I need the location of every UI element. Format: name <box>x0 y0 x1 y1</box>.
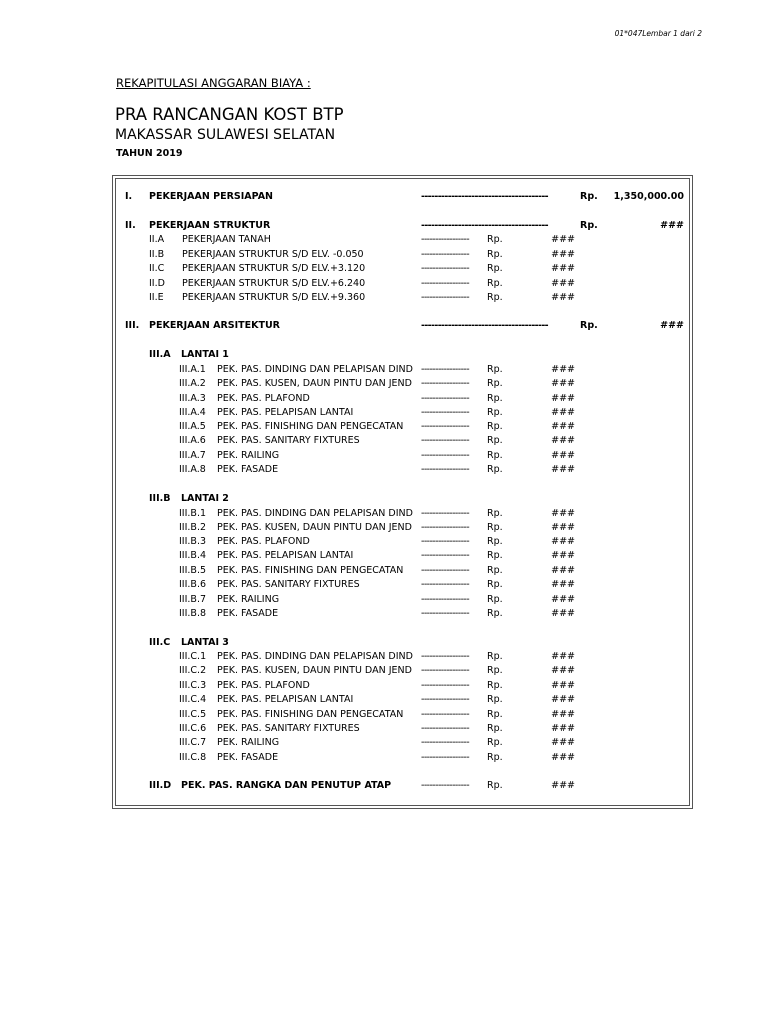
item-row <box>113 449 692 463</box>
item-row <box>113 549 692 563</box>
item-value: ### <box>551 407 575 418</box>
currency-label: Rp. <box>487 708 503 720</box>
item-row <box>113 392 692 406</box>
item-name: PEK. PAS. DINDING DAN PELAPISAN DIND <box>217 507 413 519</box>
item-row <box>113 535 692 549</box>
item-code: III.A.1 <box>179 363 206 375</box>
currency-label: Rp. <box>487 263 503 274</box>
subsection-code: III.C <box>149 636 171 648</box>
item-value: ### <box>551 464 575 475</box>
summary-frame <box>112 175 693 809</box>
dash-leader: ----------------- <box>421 363 470 375</box>
item-name: PEK. PAS. SANITARY FIXTURES <box>217 435 360 446</box>
item-value: ### <box>551 536 575 547</box>
item-value: ### <box>551 277 575 289</box>
currency-label: Rp. <box>487 522 503 533</box>
item-name: PEK. PAS. FINISHING DAN PENGECATAN <box>217 421 404 432</box>
dash-leader: ----------------- <box>421 536 470 547</box>
item-value: ### <box>551 593 575 605</box>
item-name: PEK. PAS. PLAFOND <box>217 536 310 547</box>
dash-leader: ----------------- <box>421 564 470 576</box>
dash-leader: ----------------- <box>421 679 470 691</box>
dash-leader: ----------------- <box>421 665 470 676</box>
dash-leader: ----------------- <box>421 507 470 519</box>
item-name: PEK. PAS. PELAPISAN LANTAI <box>217 407 354 418</box>
item-row <box>113 406 692 420</box>
item-name: PEKERJAAN STRUKTUR S/D ELV. -0.050 <box>182 248 364 260</box>
section-number: III. <box>125 320 140 331</box>
item-value: ### <box>551 522 575 533</box>
currency-label: Rp. <box>487 550 503 561</box>
item-value: ### <box>551 435 575 446</box>
project-title: PRA RANCANGAN KOST BTP <box>115 105 344 124</box>
item-name: PEK. PAS. FINISHING DAN PENGECATAN <box>217 564 404 576</box>
currency-label: Rp. <box>487 579 503 590</box>
dash-leader: ----------------- <box>421 421 470 432</box>
currency-label: Rp. <box>487 536 503 547</box>
item-row <box>113 463 692 477</box>
currency-label: Rp. <box>487 564 503 576</box>
dash-leader: ----------------- <box>421 550 470 561</box>
currency-label: Rp. <box>487 665 503 676</box>
dash-leader: ----------------- <box>421 780 470 791</box>
item-name: PEK. PAS. KUSEN, DAUN PINTU DAN JEND <box>217 665 412 676</box>
item-name: PEKERJAAN STRUKTUR S/D ELV.+6.240 <box>182 277 366 289</box>
subsection-row-c <box>113 636 692 650</box>
item-code: III.B.6 <box>179 579 207 590</box>
item-row <box>113 751 692 765</box>
item-code: III.B.2 <box>179 522 207 533</box>
dash-leader: ----------------- <box>421 263 470 274</box>
project-year: TAHUN 2019 <box>116 148 183 159</box>
item-name: PEK. PAS. PELAPISAN LANTAI <box>217 550 354 561</box>
item-code: III.C.8 <box>179 751 207 763</box>
item-code: III.B.8 <box>179 608 207 619</box>
dash-leader: ----------------- <box>421 737 470 748</box>
item-code: II.C <box>149 263 165 274</box>
item-row <box>113 650 692 664</box>
subsection-name: LANTAI 1 <box>181 349 229 360</box>
currency-label: Rp. <box>580 191 598 202</box>
item-row <box>113 363 692 377</box>
section-row-2 <box>113 219 692 233</box>
item-value: ### <box>551 780 575 791</box>
item-code: III.B.7 <box>179 593 207 605</box>
currency-label: Rp. <box>487 737 503 748</box>
item-value: ### <box>551 248 575 260</box>
item-value: ### <box>551 722 575 734</box>
item-name: PEK. PAS. SANITARY FIXTURES <box>217 722 360 734</box>
item-row <box>113 607 692 621</box>
dash-leader: ----------------- <box>421 651 470 662</box>
section-row-1 <box>113 190 692 204</box>
currency-label: Rp. <box>487 435 503 446</box>
item-value: ### <box>551 564 575 576</box>
item-name: PEKERJAAN STRUKTUR S/D ELV.+3.120 <box>182 263 366 274</box>
item-value: ### <box>551 363 575 375</box>
item-value: ### <box>551 292 575 303</box>
item-name: PEK. RAILING <box>217 593 280 605</box>
item-row <box>113 664 692 678</box>
structure-item-row <box>113 291 692 305</box>
item-name: PEK. FASADE <box>217 464 279 475</box>
item-row <box>113 377 692 391</box>
item-name: PEK. RAILING <box>217 737 280 748</box>
item-name: PEK. PAS. PELAPISAN LANTAI <box>217 694 354 705</box>
currency-label: Rp. <box>487 234 503 245</box>
item-code: III.A.4 <box>179 407 206 418</box>
item-name: PEK. PAS. DINDING DAN PELAPISAN DIND <box>217 651 413 662</box>
structure-item-row <box>113 248 692 262</box>
currency-label: Rp. <box>487 593 503 605</box>
dash-leader: ----------------- <box>421 593 470 605</box>
item-code: III.C.1 <box>179 651 207 662</box>
dash-leader: ----------------- <box>421 277 470 289</box>
item-code: III.C.2 <box>179 665 207 676</box>
item-code: II.D <box>149 277 165 289</box>
structure-item-row <box>113 262 692 276</box>
item-name: PEK. RAILING <box>217 449 280 461</box>
item-row <box>113 722 692 736</box>
dash-leader: ----------------- <box>421 435 470 446</box>
section-number: II. <box>125 220 136 231</box>
section-row-3 <box>113 319 692 333</box>
item-row <box>113 736 692 750</box>
item-value: ### <box>551 665 575 676</box>
item-code: III.B.1 <box>179 507 207 519</box>
item-name: PEK. PAS. PLAFOND <box>217 392 310 404</box>
dash-leader: ----------------- <box>421 608 470 619</box>
item-code: II.E <box>149 292 164 303</box>
section-number: I. <box>125 191 133 202</box>
dash-leader: ----------------- <box>421 722 470 734</box>
dash-leader: ----------------- <box>421 464 470 475</box>
subsection-code: III.A <box>149 349 171 360</box>
item-value: ### <box>551 708 575 720</box>
dash-leader: ----------------- <box>421 751 470 763</box>
item-row <box>113 521 692 535</box>
currency-label: Rp. <box>487 751 503 763</box>
currency-label: Rp. <box>487 449 503 461</box>
section-name: PEKERJAAN STRUKTUR <box>149 220 271 231</box>
dash-leader: -------------------------------------- <box>421 220 549 231</box>
item-value: ### <box>551 737 575 748</box>
item-code: III.A.5 <box>179 421 206 432</box>
item-value: ### <box>551 378 575 389</box>
item-row <box>113 434 692 448</box>
item-row <box>113 420 692 434</box>
item-name: PEKERJAAN STRUKTUR S/D ELV.+9.360 <box>182 292 366 303</box>
currency-label: Rp. <box>487 292 503 303</box>
item-code: III.B.3 <box>179 536 207 547</box>
currency-label: Rp. <box>487 507 503 519</box>
dash-leader: ----------------- <box>421 522 470 533</box>
item-value: ### <box>551 751 575 763</box>
section-value: 1,350,000.00 <box>613 191 684 202</box>
item-code: III.A.8 <box>179 464 206 475</box>
currency-label: Rp. <box>580 220 598 231</box>
currency-label: Rp. <box>487 421 503 432</box>
currency-label: Rp. <box>487 407 503 418</box>
dash-leader: ----------------- <box>421 392 470 404</box>
item-code: III.C.5 <box>179 708 207 720</box>
item-code: III.A.3 <box>179 392 206 404</box>
item-value: ### <box>551 694 575 705</box>
dash-leader: ----------------- <box>421 292 470 303</box>
item-row <box>113 578 692 592</box>
currency-label: Rp. <box>487 248 503 260</box>
currency-label: Rp. <box>487 378 503 389</box>
dash-leader: ----------------- <box>421 694 470 705</box>
item-code: II.A <box>149 234 165 245</box>
currency-label: Rp. <box>487 694 503 705</box>
item-name: PEK. PAS. PLAFOND <box>217 679 310 691</box>
item-code: III.B.4 <box>179 550 207 561</box>
currency-label: Rp. <box>580 320 598 331</box>
item-code: III.A.2 <box>179 378 206 389</box>
item-code: III.C.4 <box>179 694 207 705</box>
dash-leader: -------------------------------------- <box>421 191 549 202</box>
dash-leader: ----------------- <box>421 708 470 720</box>
currency-label: Rp. <box>487 392 503 404</box>
item-value: ### <box>551 449 575 461</box>
currency-label: Rp. <box>487 363 503 375</box>
structure-item-row <box>113 277 692 291</box>
item-code: III.A.6 <box>179 435 206 446</box>
subsection-name: LANTAI 3 <box>181 636 229 648</box>
dash-leader: -------------------------------------- <box>421 320 549 331</box>
currency-label: Rp. <box>487 608 503 619</box>
currency-label: Rp. <box>487 722 503 734</box>
subsection-code: III.B <box>149 493 171 504</box>
item-value: ### <box>551 234 575 245</box>
item-name: PEK. FASADE <box>217 751 279 763</box>
item-code: III.C.7 <box>179 737 207 748</box>
item-name: PEK. PAS. SANITARY FIXTURES <box>217 579 360 590</box>
currency-label: Rp. <box>487 651 503 662</box>
item-value: ### <box>551 608 575 619</box>
item-name: PEK. PAS. DINDING DAN PELAPISAN DIND <box>217 363 413 375</box>
dash-leader: ----------------- <box>421 248 470 260</box>
section-name: PEKERJAAN ARSITEKTUR <box>149 320 281 331</box>
page-reference: 01*047Lembar 1 dari 2 <box>614 29 702 38</box>
project-location: MAKASSAR SULAWESI SELATAN <box>115 127 336 143</box>
subsection-name: PEK. PAS. RANGKA DAN PENUTUP ATAP <box>181 780 392 791</box>
subsection-row-b <box>113 492 692 506</box>
item-code: III.C.6 <box>179 722 207 734</box>
item-row <box>113 507 692 521</box>
summary-rows <box>113 176 692 808</box>
dash-leader: ----------------- <box>421 407 470 418</box>
dash-leader: ----------------- <box>421 378 470 389</box>
document-heading: REKAPITULASI ANGGARAN BIAYA : <box>116 76 311 90</box>
currency-label: Rp. <box>487 679 503 691</box>
item-row <box>113 693 692 707</box>
item-value: ### <box>551 263 575 274</box>
item-name: PEK. PAS. FINISHING DAN PENGECATAN <box>217 708 404 720</box>
section-value: ### <box>660 320 684 331</box>
item-value: ### <box>551 550 575 561</box>
currency-label: Rp. <box>487 277 503 289</box>
item-name: PEK. FASADE <box>217 608 279 619</box>
item-value: ### <box>551 392 575 404</box>
item-row <box>113 679 692 693</box>
item-name: PEK. PAS. KUSEN, DAUN PINTU DAN JEND <box>217 378 412 389</box>
item-row <box>113 564 692 578</box>
subsection-row-a <box>113 348 692 362</box>
dash-leader: ----------------- <box>421 449 470 461</box>
item-row <box>113 708 692 722</box>
item-value: ### <box>551 679 575 691</box>
subsection-code: III.D <box>149 780 172 791</box>
item-row <box>113 593 692 607</box>
section-value: ### <box>660 220 684 231</box>
item-code: II.B <box>149 248 165 260</box>
dash-leader: ----------------- <box>421 234 470 245</box>
item-value: ### <box>551 421 575 432</box>
item-value: ### <box>551 651 575 662</box>
item-name: PEK. PAS. KUSEN, DAUN PINTU DAN JEND <box>217 522 412 533</box>
subsection-name: LANTAI 2 <box>181 493 229 504</box>
dash-leader: ----------------- <box>421 579 470 590</box>
item-code: III.B.5 <box>179 564 207 576</box>
section-name: PEKERJAAN PERSIAPAN <box>149 191 274 202</box>
item-code: III.C.3 <box>179 679 207 691</box>
item-code: III.A.7 <box>179 449 206 461</box>
currency-label: Rp. <box>487 780 503 791</box>
item-value: ### <box>551 507 575 519</box>
item-name: PEKERJAAN TANAH <box>182 234 271 245</box>
currency-label: Rp. <box>487 464 503 475</box>
item-value: ### <box>551 579 575 590</box>
subsection-row-d <box>113 779 692 793</box>
structure-item-row <box>113 233 692 247</box>
